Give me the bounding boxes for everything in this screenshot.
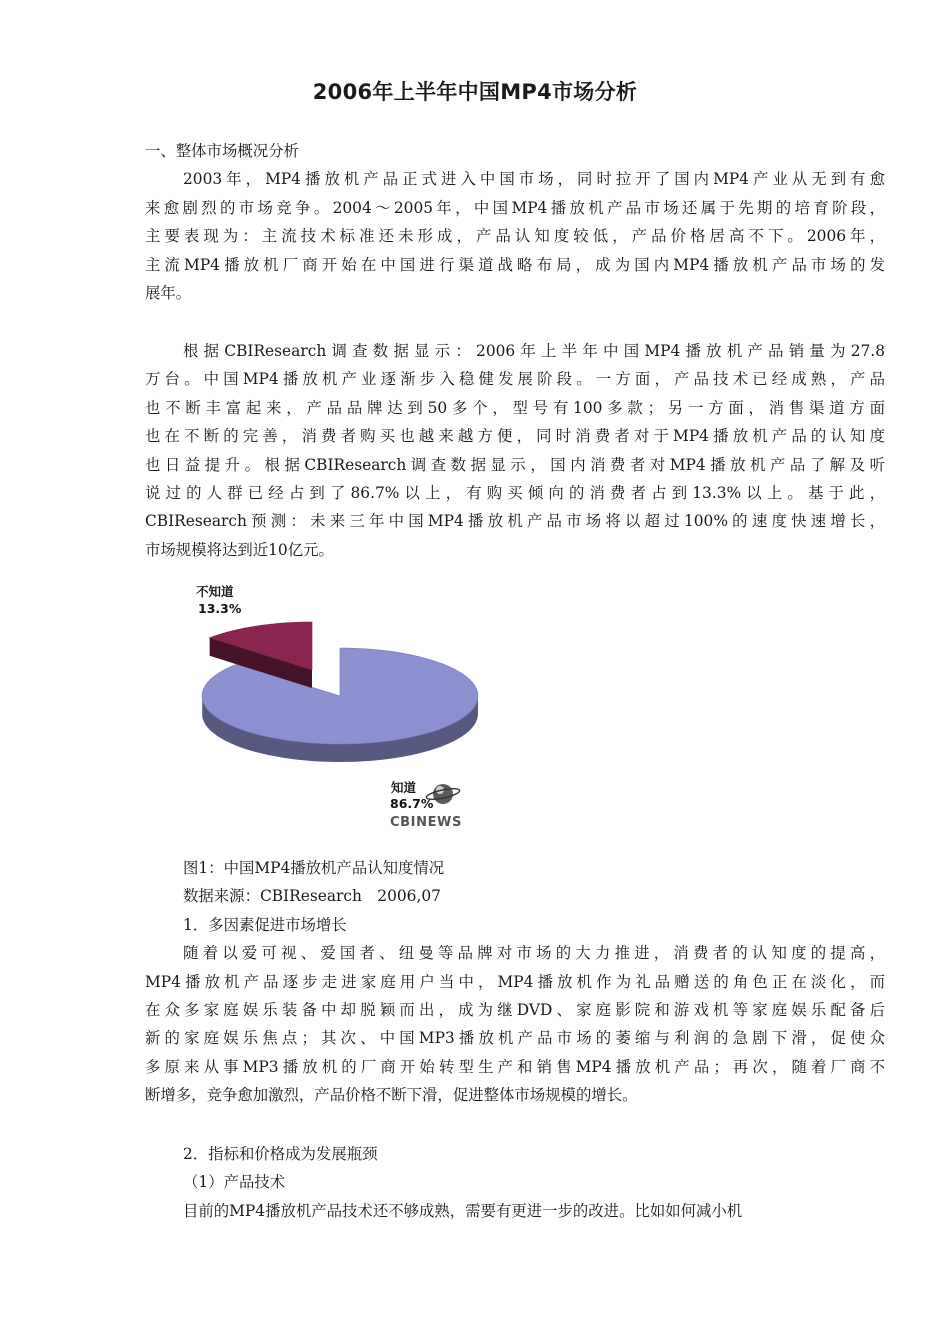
section-overview xyxy=(145,137,885,307)
paragraph-line: CBIResearch预测：未来三年中国MP4播放机产品市场将以超过100%的速度快速增长， xyxy=(145,512,885,531)
section-bottlenecks xyxy=(145,1140,885,1225)
section-heading: 1．多因素促进市场增长 xyxy=(183,915,347,934)
awareness-pie-chart xyxy=(190,580,490,830)
subsection-heading: （1）产品技术 xyxy=(183,1173,286,1192)
paragraph-line: 展年。 xyxy=(145,284,192,303)
paragraph-line: 也不断丰富起来，产品品牌达到50多个，型号有100多款；另一方面，消售渠道方面 xyxy=(145,398,885,417)
paragraph-line: 随着以爱可视、爱国者、纽曼等品牌对市场的大力推进，消费者的认知度的提高， xyxy=(183,944,885,963)
figure-and-section-2 xyxy=(145,854,885,1110)
paragraph-line: 目前的MP4播放机产品技术还不够成熟，需要有更进一步的改进。比如如何减小机 xyxy=(183,1201,743,1220)
paragraph-line: 2003年，MP4播放机产品正式进入中国市场，同时拉开了国内MP4产业从无到有愈 xyxy=(183,170,885,189)
paragraph-line: 市场规模将达到近10亿元。 xyxy=(145,540,334,559)
paragraph-line: 来愈剧烈的市场竞争。2004～2005年，中国MP4播放机产品市场还属于先期的培育阶段， xyxy=(145,198,885,217)
figure-caption: 图1：中国MP4播放机产品认知度情况 xyxy=(183,859,445,877)
paragraph-line: 说过的人群已经占到了86.7%以上，有购买倾向的消费者占到13.3%以上。基于此， xyxy=(145,484,885,503)
paragraph-line: 新的家庭娱乐焦点；其次、中国MP3播放机产品市场的萎缩与利润的急剧下滑，促使众 xyxy=(145,1029,885,1048)
section-heading: 2．指标和价格成为发展瓶颈 xyxy=(183,1145,378,1163)
paragraph-line: 主要表现为：主流技术标准还未形成，产品认知度较低，产品价格居高不下。2006年， xyxy=(145,227,885,246)
paragraph-line: 主流MP4播放机厂商开始在中国进行渠道战略布局，成为国内MP4播放机产品市场的发 xyxy=(145,255,885,274)
pie-svg xyxy=(190,580,490,830)
pie-layer xyxy=(202,622,478,762)
section-heading: 一、整体市场概况分析 xyxy=(145,142,299,160)
paragraph-line: MP4播放机产品逐步走进家庭用户当中，MP4播放机作为礼品赠送的角色正在淡化，而 xyxy=(145,972,885,991)
paragraph-cbiresearch xyxy=(145,337,885,564)
paragraph-line: 也日益提升。根据CBIResearch调查数据显示，国内消费者对MP4播放机产品了解及听 xyxy=(145,455,885,474)
figure-source: 数据来源：CBIResearch 2006,07 xyxy=(183,887,441,906)
paragraph-line: 根据CBIResearch调查数据显示：2006年上半年中国MP4播放机产品销量为27.8 xyxy=(183,342,885,360)
paragraph-line: 断增多，竞争愈加激烈，产品价格不断下滑，促进整体市场规模的增长。 xyxy=(145,1086,638,1105)
pie-value-aware: 86.7% xyxy=(390,796,434,811)
paragraph-line: 万台。中国MP4播放机产业逐渐步入稳健发展阶段。一方面，产品技术已经成熟，产品 xyxy=(145,370,885,389)
pie-label-aware: 知道 xyxy=(391,780,417,795)
pie-label-not-aware: 不知道 xyxy=(196,584,234,599)
pie-value-not-aware: 13.3% xyxy=(198,601,242,616)
paragraph-line: 多原来从事MP3播放机的厂商开始转型生产和销售MP4播放机产品；再次，随着厂商不 xyxy=(145,1057,885,1076)
paragraph-line: 在众多家庭娱乐装备中却脱颖而出，成为继DVD、家庭影院和游戏机等家庭娱乐配备后 xyxy=(145,1001,885,1020)
document-title: 2006年上半年中国MP4市场分析 xyxy=(312,80,638,104)
cbinews-watermark: CBINEWS xyxy=(390,815,462,830)
paragraph-line: 也在不断的完善，消费者购买也越来越方便，同时消费者对于MP4播放机产品的认知度 xyxy=(145,427,885,446)
